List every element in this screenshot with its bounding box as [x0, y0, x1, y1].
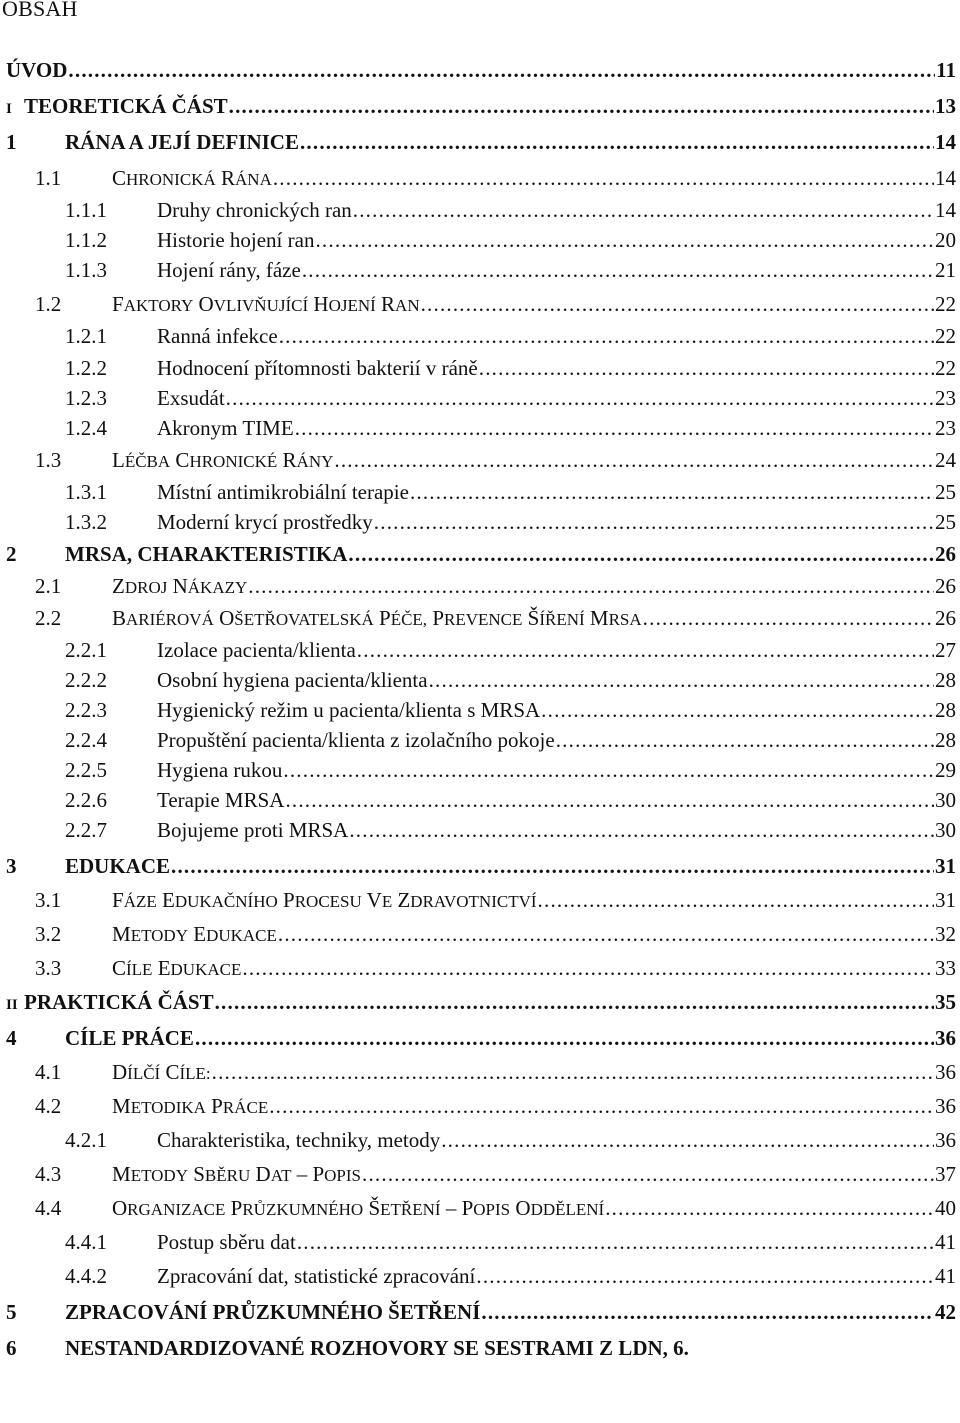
toc-entry-number: 1.2.1 — [65, 324, 107, 348]
toc-dot-leader — [481, 1297, 934, 1327]
toc-dot-leader — [541, 695, 934, 725]
toc-entry-title: METODY EDUKACE — [112, 922, 277, 946]
toc-page-number: 28 — [935, 698, 956, 722]
toc-entry-number: 1.1.2 — [65, 228, 107, 252]
toc-entry-number: 4.2.1 — [65, 1128, 107, 1152]
toc-entry[interactable] — [0, 851, 960, 881]
toc-entry-number: 4.4.1 — [65, 1230, 107, 1254]
toc-page-number: 14 — [935, 166, 956, 190]
toc-entry[interactable] — [0, 507, 960, 537]
toc-entry-number: 5 — [6, 1300, 17, 1324]
toc-dot-leader — [353, 195, 934, 225]
toc-entry-title: ÚVOD — [6, 58, 68, 82]
toc-page-number: 23 — [935, 386, 956, 410]
toc-entry[interactable] — [0, 815, 960, 845]
toc-entry-title: Akronym TIME — [157, 416, 294, 440]
toc-entry[interactable] — [0, 353, 960, 383]
toc-page-number: 41 — [935, 1264, 956, 1288]
toc-entry[interactable] — [0, 987, 960, 1017]
toc-entry[interactable] — [0, 225, 960, 255]
toc-dot-leader — [269, 1091, 934, 1121]
toc-dot-leader — [226, 383, 934, 413]
toc-entry[interactable] — [0, 195, 960, 225]
toc-entry[interactable] — [0, 1091, 960, 1121]
toc-dot-leader — [195, 1023, 934, 1053]
toc-entry[interactable] — [0, 477, 960, 507]
toc-entry[interactable] — [0, 953, 960, 983]
toc-entry-number: 2.2 — [35, 606, 62, 630]
toc-entry[interactable] — [0, 413, 960, 443]
toc-entry-title: Hygiena rukou — [157, 758, 283, 782]
toc-dot-leader — [556, 725, 934, 755]
toc-entry-title: Zpracování dat, statistické zpracování — [157, 1264, 476, 1288]
toc-dot-leader — [643, 603, 934, 633]
toc-entry-title: Izolace pacienta/klienta — [157, 638, 356, 662]
toc-page-number: 40 — [935, 1196, 956, 1220]
toc-page-number: 36 — [935, 1026, 956, 1050]
toc-entry-number: 2.2.5 — [65, 758, 107, 782]
toc-dot-leader — [479, 353, 934, 383]
toc-entry-number: 4 — [6, 1026, 17, 1050]
toc-dot-leader — [283, 755, 934, 785]
toc-page-number: 25 — [935, 480, 956, 504]
toc-entry-title: NESTANDARDIZOVANÉ ROZHOVORY SE SESTRAMI Z LDN, 6. — [65, 1336, 689, 1360]
toc-page-number: 25 — [935, 510, 956, 534]
toc-entry[interactable] — [0, 725, 960, 755]
toc-entry-number: 2.2.6 — [65, 788, 107, 812]
toc-dot-leader — [334, 445, 934, 475]
toc-page-number: 30 — [935, 788, 956, 812]
toc-entry-title: RÁNA A JEJÍ DEFINICE — [65, 130, 299, 154]
toc-entry-title: Propuštění pacienta/klienta z izolačního pokoje — [157, 728, 555, 752]
toc-entry-title: BARIÉROVÁ OŠETŘOVATELSKÁ PÉČE, PREVENCE ŠÍŘENÍ MRSA — [112, 606, 642, 630]
toc-entry-title: CÍLE EDUKACE — [112, 956, 242, 980]
toc-page-number: 33 — [935, 956, 956, 980]
toc-entry-number: 2.2.1 — [65, 638, 107, 662]
toc-entry-number: 4.4.2 — [65, 1264, 107, 1288]
toc-page-number: 23 — [935, 416, 956, 440]
toc-page-number: 36 — [935, 1128, 956, 1152]
toc-dot-leader — [605, 1193, 934, 1223]
toc-entry-number: 1.3.1 — [65, 480, 107, 504]
toc-entry[interactable] — [0, 755, 960, 785]
toc-entry-number: 1.3 — [35, 448, 62, 472]
toc-dot-leader — [212, 1057, 934, 1087]
toc-page-number: 36 — [935, 1094, 956, 1118]
toc-dot-leader — [171, 851, 934, 881]
toc-entry[interactable] — [0, 55, 960, 85]
toc-entry-title: Hodnocení přítomnosti bakterií v ráně — [157, 356, 478, 380]
toc-page-number: 29 — [935, 758, 956, 782]
toc-page-number: 27 — [935, 638, 956, 662]
toc-entry-number: 4.4 — [35, 1196, 62, 1220]
toc-entry[interactable] — [0, 571, 960, 601]
toc-dot-leader — [410, 477, 934, 507]
toc-page-number: 31 — [935, 888, 956, 912]
toc-entry[interactable] — [0, 1193, 960, 1223]
toc-entry-number: 1.1.3 — [65, 258, 107, 282]
toc-page-number: 30 — [935, 818, 956, 842]
toc-page-number: 22 — [935, 324, 956, 348]
toc-dot-leader — [315, 225, 934, 255]
toc-dot-leader — [538, 885, 934, 915]
toc-page-number: 42 — [935, 1300, 956, 1324]
toc-entry[interactable] — [0, 885, 960, 915]
toc-entry[interactable] — [0, 91, 960, 121]
toc-entry-number: 1.1.1 — [65, 198, 107, 222]
toc-dot-leader — [297, 1227, 934, 1257]
toc-entry-title: MRSA, CHARAKTERISTIKA — [65, 542, 348, 566]
toc-entry-title: Terapie MRSA — [157, 788, 285, 812]
toc-entry-title: Hojení rány, fáze — [157, 258, 301, 282]
toc-entry-title: FAKTORY OVLIVŇUJÍCÍ HOJENÍ RAN — [112, 292, 420, 316]
toc-entry-title: FÁZE EDUKAČNÍHO PROCESU VE ZDRAVOTNICTVÍ — [112, 888, 537, 912]
toc-dot-leader — [273, 163, 934, 193]
toc-entry[interactable] — [0, 445, 960, 475]
toc-dot-leader — [348, 539, 934, 569]
toc-entry-number: 1.2.2 — [65, 356, 107, 380]
toc-entry-title: PRAKTICKÁ ČÁST — [24, 990, 214, 1014]
toc-entry-number: 4.2 — [35, 1094, 62, 1118]
toc-entry[interactable] — [0, 603, 960, 633]
toc-entry-number: I — [6, 101, 12, 117]
toc-entry[interactable] — [0, 539, 960, 569]
toc-entry-number: 2.2.3 — [65, 698, 107, 722]
toc-entry[interactable] — [0, 383, 960, 413]
toc-dot-leader — [300, 127, 934, 157]
toc-entry[interactable] — [0, 321, 960, 351]
toc-entry-number: 4.1 — [35, 1060, 62, 1084]
toc-entry-title: CÍLE PRÁCE — [65, 1026, 194, 1050]
toc-entry-number: 3 — [6, 854, 17, 878]
toc-dot-leader — [421, 289, 934, 319]
toc-entry-number: 1.3.2 — [65, 510, 107, 534]
toc-entry-title: Osobní hygiena pacienta/klienta — [157, 668, 428, 692]
toc-dot-leader — [302, 255, 934, 285]
toc-page-number: 26 — [935, 542, 956, 566]
toc-entry-number: 2 — [6, 542, 17, 566]
toc-entry-number: 3.3 — [35, 956, 62, 980]
toc-entry-title: Druhy chronických ran — [157, 198, 352, 222]
toc-page-number: 13 — [935, 94, 956, 118]
toc-entry-title: Postup sběru dat — [157, 1230, 296, 1254]
toc-entry[interactable] — [0, 635, 960, 665]
toc-entry-number: 1.2.4 — [65, 416, 107, 440]
toc-entry-number: 1 — [6, 130, 17, 154]
toc-dot-leader — [441, 1125, 934, 1155]
toc-page-number: 36 — [935, 1060, 956, 1084]
toc-entry-title: Hygienický režim u pacienta/klienta s MRSA — [157, 698, 541, 722]
toc-entry[interactable] — [0, 785, 960, 815]
toc-page-number: 20 — [935, 228, 956, 252]
toc-entry-title: ZDROJ NÁKAZY — [112, 574, 248, 598]
toc-entry-number: 1.2.3 — [65, 386, 107, 410]
toc-entry[interactable] — [0, 1227, 960, 1257]
toc-dot-leader — [279, 321, 934, 351]
toc-page-number: 28 — [935, 728, 956, 752]
toc-entry-title: Ranná infekce — [157, 324, 278, 348]
toc-entry[interactable] — [0, 695, 960, 725]
toc-entry-title: DÍLČÍ CÍLE: — [112, 1060, 211, 1084]
toc-entry-title: Bojujeme proti MRSA — [157, 818, 349, 842]
toc-dot-leader — [248, 571, 934, 601]
toc-dot-leader — [476, 1261, 934, 1291]
toc-page-number: 24 — [935, 448, 956, 472]
toc-entry-title: Exsudát — [157, 386, 225, 410]
toc-entry-title: ORGANIZACE PRŮZKUMNÉHO ŠETŘENÍ – POPIS ODDĚLENÍ — [112, 1196, 605, 1220]
toc-entry-title: EDUKACE — [65, 854, 171, 878]
toc-entry-number: II — [6, 997, 18, 1013]
toc-entry[interactable] — [0, 1261, 960, 1291]
toc-entry-number: 4.3 — [35, 1162, 62, 1186]
toc-page-number: 22 — [935, 292, 956, 316]
toc-dot-leader — [357, 635, 934, 665]
toc-entry-number: 2.2.7 — [65, 818, 107, 842]
toc-entry[interactable] — [0, 1159, 960, 1189]
toc-page-number: 35 — [935, 990, 956, 1014]
toc-page-number: 31 — [935, 854, 956, 878]
toc-entry-number: 3.2 — [35, 922, 62, 946]
toc-dot-leader — [429, 665, 934, 695]
toc-entry-title: LÉČBA CHRONICKÉ RÁNY — [112, 448, 334, 472]
toc-entry-title: METODIKA PRÁCE — [112, 1094, 269, 1118]
toc-entry[interactable] — [0, 1023, 960, 1053]
toc-page-number: 11 — [936, 58, 956, 82]
toc-page-number: 41 — [935, 1230, 956, 1254]
toc-entry-title: Charakteristika, techniky, metody — [157, 1128, 441, 1152]
toc-entry[interactable] — [0, 127, 960, 157]
toc-dot-leader — [295, 413, 934, 443]
toc-entry-title: Historie hojení ran — [157, 228, 315, 252]
toc-entry-number: 1.2 — [35, 292, 62, 316]
toc-page-number: 26 — [935, 606, 956, 630]
toc-dot-leader — [349, 815, 934, 845]
page-title: OBSAH — [2, 0, 78, 21]
toc-entry[interactable] — [0, 919, 960, 949]
toc-entry[interactable] — [0, 163, 960, 193]
toc-entry[interactable] — [0, 1125, 960, 1155]
toc-entry-title: CHRONICKÁ RÁNA — [112, 166, 272, 190]
toc-dot-leader — [285, 785, 934, 815]
toc-page-number: 21 — [935, 258, 956, 282]
toc-dot-leader — [374, 507, 934, 537]
toc-page-number: 32 — [935, 922, 956, 946]
toc-page-number: 14 — [935, 198, 956, 222]
toc-dot-leader — [362, 1159, 934, 1189]
toc-entry-number: 6 — [6, 1336, 17, 1360]
toc-entry[interactable] — [0, 255, 960, 285]
toc-entry[interactable] — [0, 289, 960, 319]
toc-entry-title: METODY SBĚRU DAT – POPIS — [112, 1162, 362, 1186]
toc-entry-number: 2.1 — [35, 574, 62, 598]
toc-page-number: 14 — [935, 130, 956, 154]
toc-entry-title: ZPRACOVÁNÍ PRŮZKUMNÉHO ŠETŘENÍ — [65, 1300, 481, 1324]
toc-page-number: 28 — [935, 668, 956, 692]
toc-page-number: 37 — [935, 1162, 956, 1186]
toc-entry[interactable] — [0, 1057, 960, 1087]
toc-entry-title: Místní antimikrobiální terapie — [157, 480, 409, 504]
toc-entry[interactable] — [0, 1297, 960, 1327]
toc-entry-title: Moderní krycí prostředky — [157, 510, 373, 534]
toc-dot-leader — [278, 919, 934, 949]
toc-dot-leader — [242, 953, 934, 983]
toc-dot-leader — [68, 55, 935, 85]
toc-dot-leader — [229, 91, 934, 121]
toc-entry-title: TEORETICKÁ ČÁST — [24, 94, 228, 118]
toc-dot-leader — [215, 987, 934, 1017]
toc-entry-number: 2.2.4 — [65, 728, 107, 752]
toc-entry[interactable] — [0, 1333, 960, 1363]
toc-page-number: 26 — [935, 574, 956, 598]
toc-entry-number: 3.1 — [35, 888, 62, 912]
toc-entry[interactable] — [0, 665, 960, 695]
toc-page-number: 22 — [935, 356, 956, 380]
toc-entry-number: 2.2.2 — [65, 668, 107, 692]
toc-entry-number: 1.1 — [35, 166, 62, 190]
